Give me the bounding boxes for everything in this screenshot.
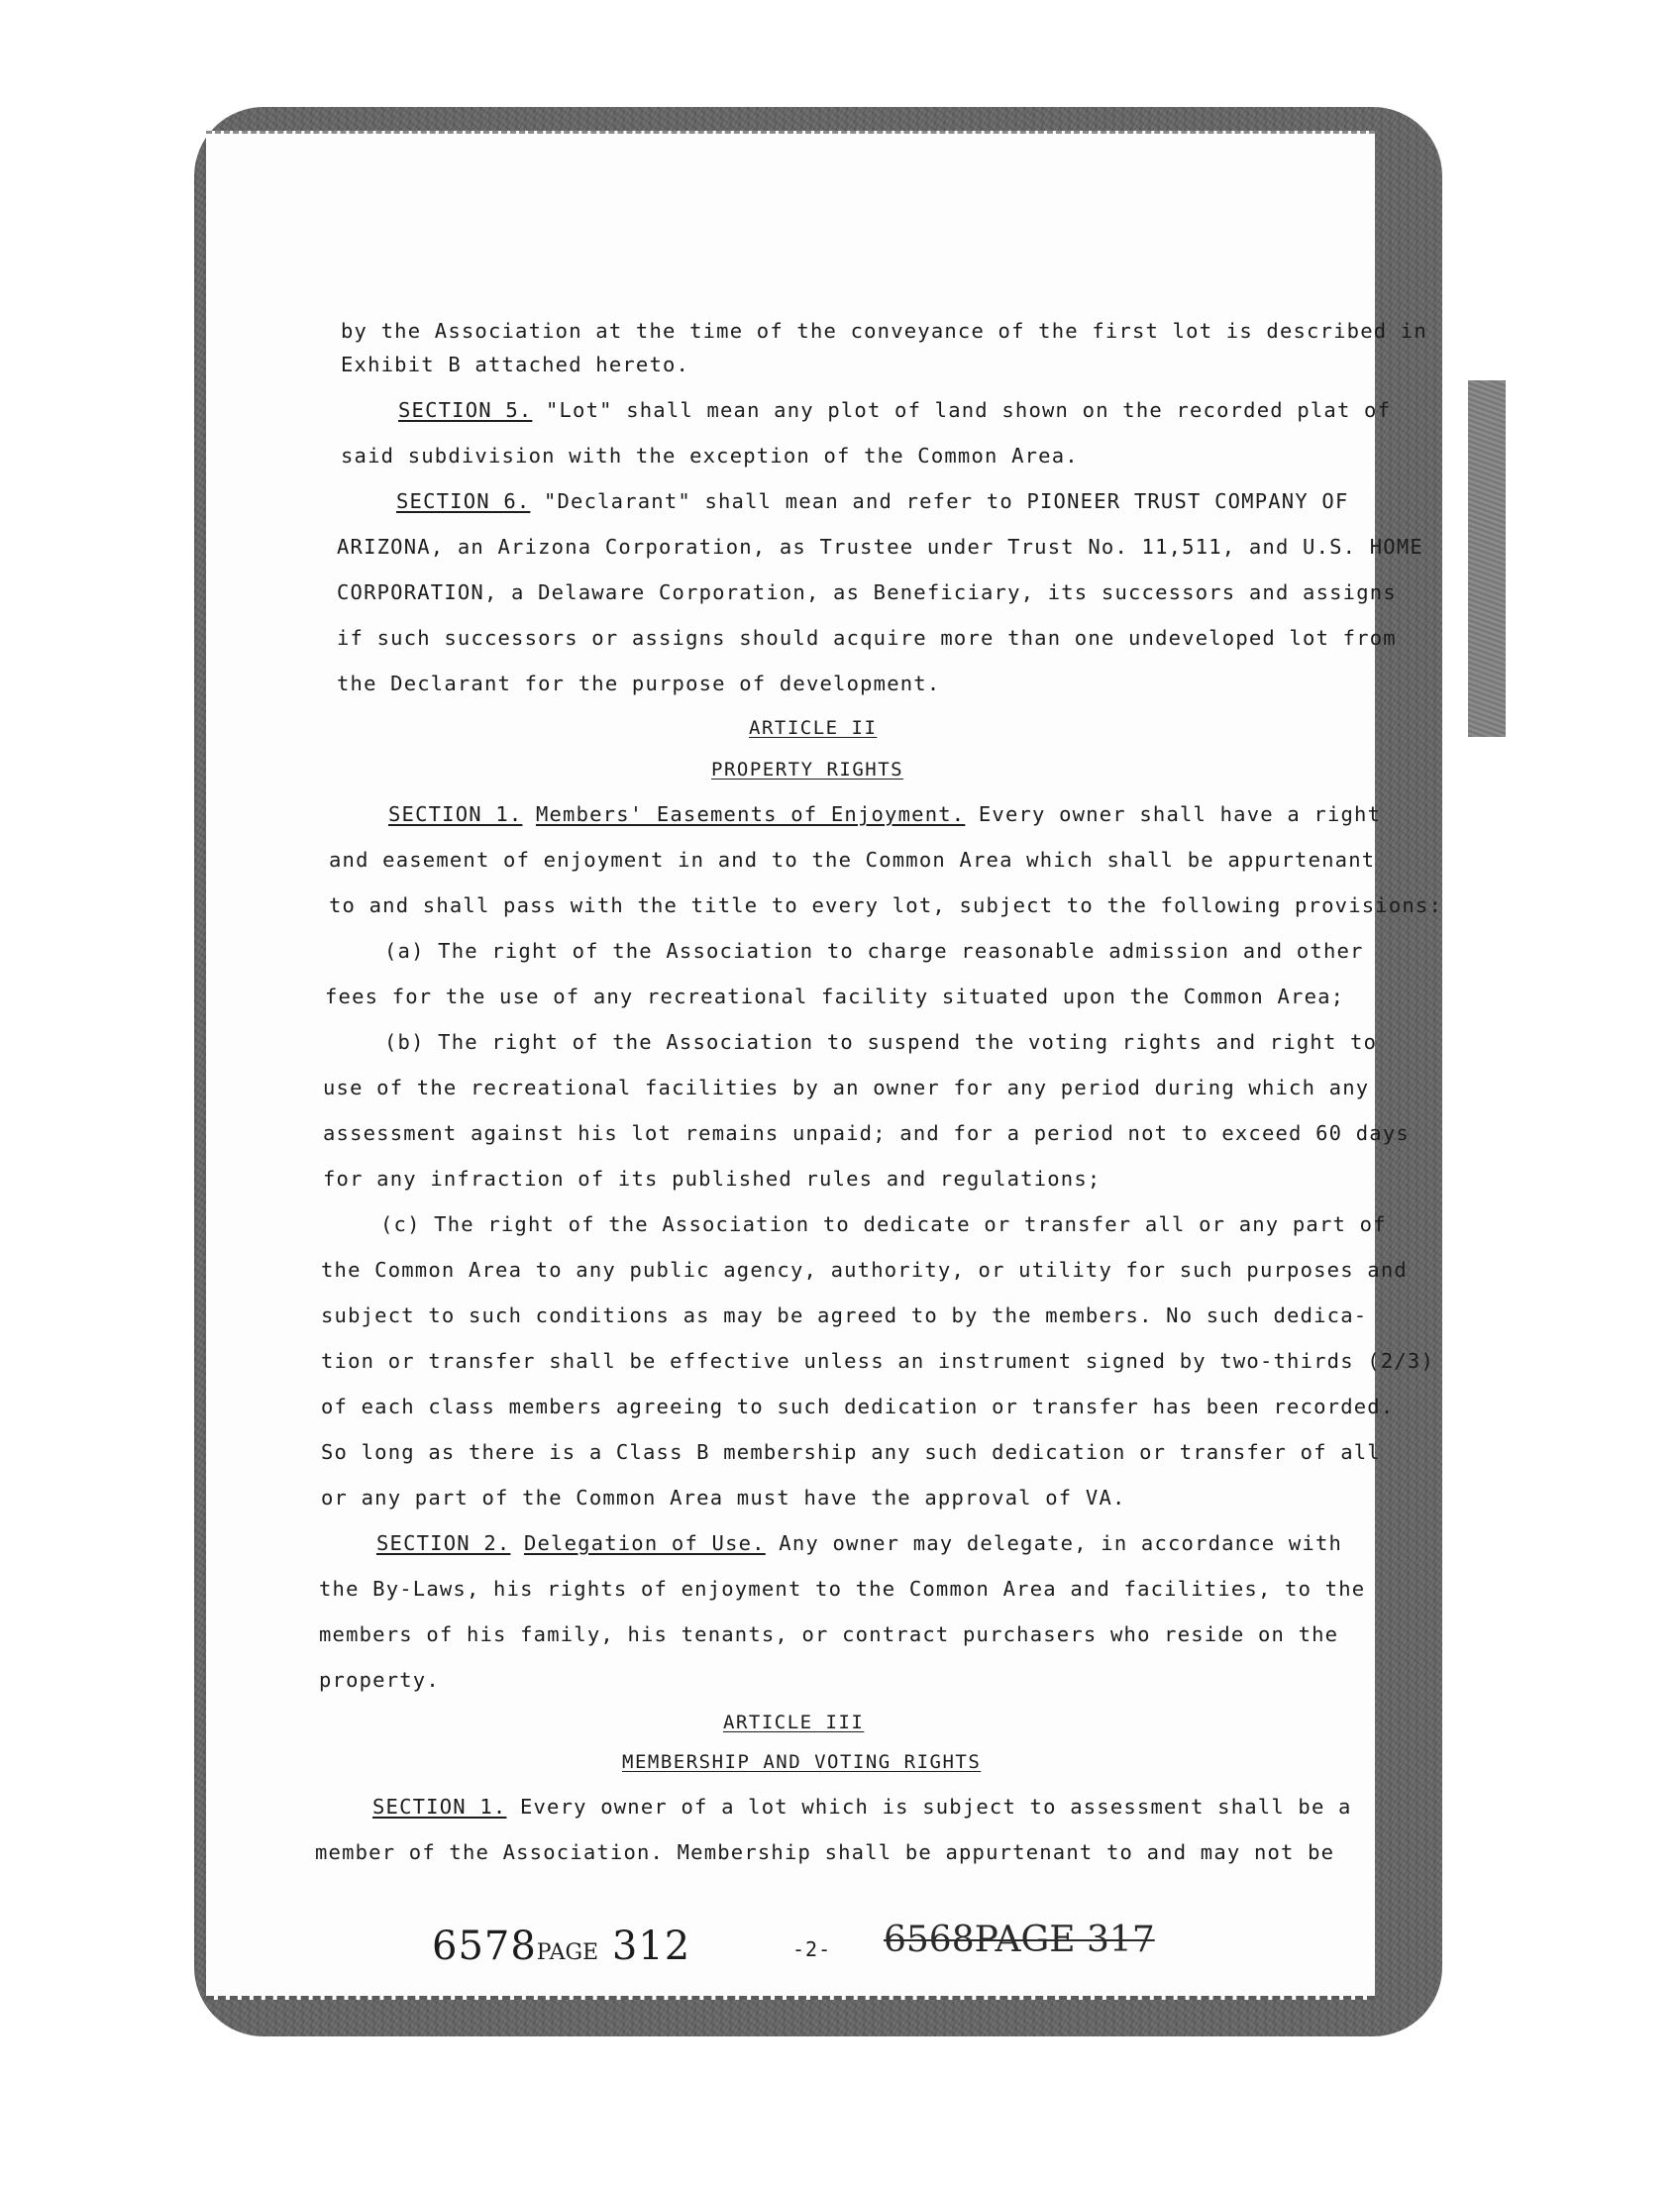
text-line: if such successors or assigns should acquire more than one undeveloped lot from <box>337 626 1397 650</box>
text-line: "Lot" shall mean any plot of land shown on the recorded plat of <box>532 398 1392 422</box>
page-stamp-number: 312 <box>611 1924 691 1969</box>
section-2-label: SECTION 2. <box>376 1531 511 1555</box>
text-line: property. <box>319 1668 440 1692</box>
section-2-paragraph <box>376 1531 1342 1555</box>
text-line: by the Association at the time of the conveyance of the first lot is described in <box>341 319 1427 343</box>
text-line: Every owner of a lot which is subject to assessment shall be a <box>506 1795 1352 1819</box>
text-line: Every owner shall have a right <box>965 802 1382 826</box>
text-line: said subdivision with the exception of the Common Area. <box>341 444 1079 468</box>
text-line: of each class members agreeing to such dedication or transfer has been recorded. <box>321 1395 1395 1418</box>
section-1-label: SECTION 1. <box>388 802 523 826</box>
section-5-paragraph <box>398 398 1391 422</box>
section-1-label: SECTION 1. <box>372 1795 507 1819</box>
section-2-title: Delegation of Use. <box>523 1531 766 1555</box>
text-line: members of his family, his tenants, or contract purchasers who reside on the <box>319 1622 1339 1646</box>
text-line: Exhibit B attached hereto. <box>341 353 690 376</box>
text-line: the Declarant for the purpose of development. <box>337 672 941 695</box>
text-line: (b) The right of the Association to suspend the voting rights and right to <box>384 1030 1378 1054</box>
text-line: the By-Laws, his rights of enjoyment to the Common Area and facilities, to the <box>319 1577 1366 1601</box>
text-line: CORPORATION, a Delaware Corporation, as Beneficiary, its successors and assigns <box>337 580 1397 604</box>
text-line: assessment against his lot remains unpaid; and for a period not to exceed 60 days <box>323 1121 1410 1145</box>
text-line: and easement of enjoyment in and to the Common Area which shall be appurtenant <box>329 848 1376 872</box>
article-3-section-1-paragraph <box>372 1795 1352 1819</box>
article-2-heading: ARTICLE II <box>749 717 878 739</box>
book-page-stamp <box>432 1924 690 1969</box>
text-line: member of the Association. Membership shall be appurtenant to and may not be <box>315 1840 1335 1864</box>
text-line: So long as there is a Class B membership any such dedication or transfer of all <box>321 1440 1381 1464</box>
text-line: fees for the use of any recreational facility situated upon the Common Area; <box>325 985 1345 1008</box>
page-number: -2- <box>792 1937 832 1961</box>
book-page-word: PAGE <box>536 1940 599 1965</box>
article-2-title: PROPERTY RIGHTS <box>711 759 904 781</box>
article-3-heading: ARTICLE III <box>723 1712 865 1733</box>
section-1-title: Members' Easements of Enjoyment. <box>535 802 966 826</box>
text-line: use of the recreational facilities by an owner for any period during which any <box>323 1076 1370 1099</box>
text-line: (a) The right of the Association to charge reasonable admission and other <box>384 939 1364 963</box>
book-number: 6578 <box>432 1924 537 1969</box>
article-3-title: MEMBERSHIP AND VOTING RIGHTS <box>622 1751 982 1773</box>
text-line: for any infraction of its published rules and regulations; <box>323 1167 1102 1191</box>
text-line: subject to such conditions as may be agreed to by the members. No such dedica- <box>321 1303 1368 1327</box>
section-1-paragraph <box>388 802 1381 826</box>
text-line: or any part of the Common Area must have the approval of VA. <box>321 1486 1126 1510</box>
text-line: "Declarant" shall mean and refer to PIONEER TRUST COMPANY OF <box>530 489 1349 513</box>
text-line: (c) The right of the Association to dedicate or transfer all or any part of <box>380 1212 1387 1236</box>
text-line: the Common Area to any public agency, authority, or utility for such purposes and <box>321 1258 1408 1282</box>
section-5-label: SECTION 5. <box>398 398 533 422</box>
text-line: ARIZONA, an Arizona Corporation, as Trustee under Trust No. 11,511, and U.S. HOME <box>337 535 1423 559</box>
text-line: tion or transfer shall be effective unless an instrument signed by two-thirds (2/3) <box>321 1349 1434 1373</box>
struck-book-page-stamp: 6568PAGE 317 <box>884 1920 1155 1960</box>
text-line: Any owner may delegate, in accordance with <box>765 1531 1343 1555</box>
section-6-label: SECTION 6. <box>396 489 531 513</box>
text-line: to and shall pass with the title to every lot, subject to the following provisions: <box>329 893 1442 917</box>
section-6-paragraph <box>396 489 1349 513</box>
